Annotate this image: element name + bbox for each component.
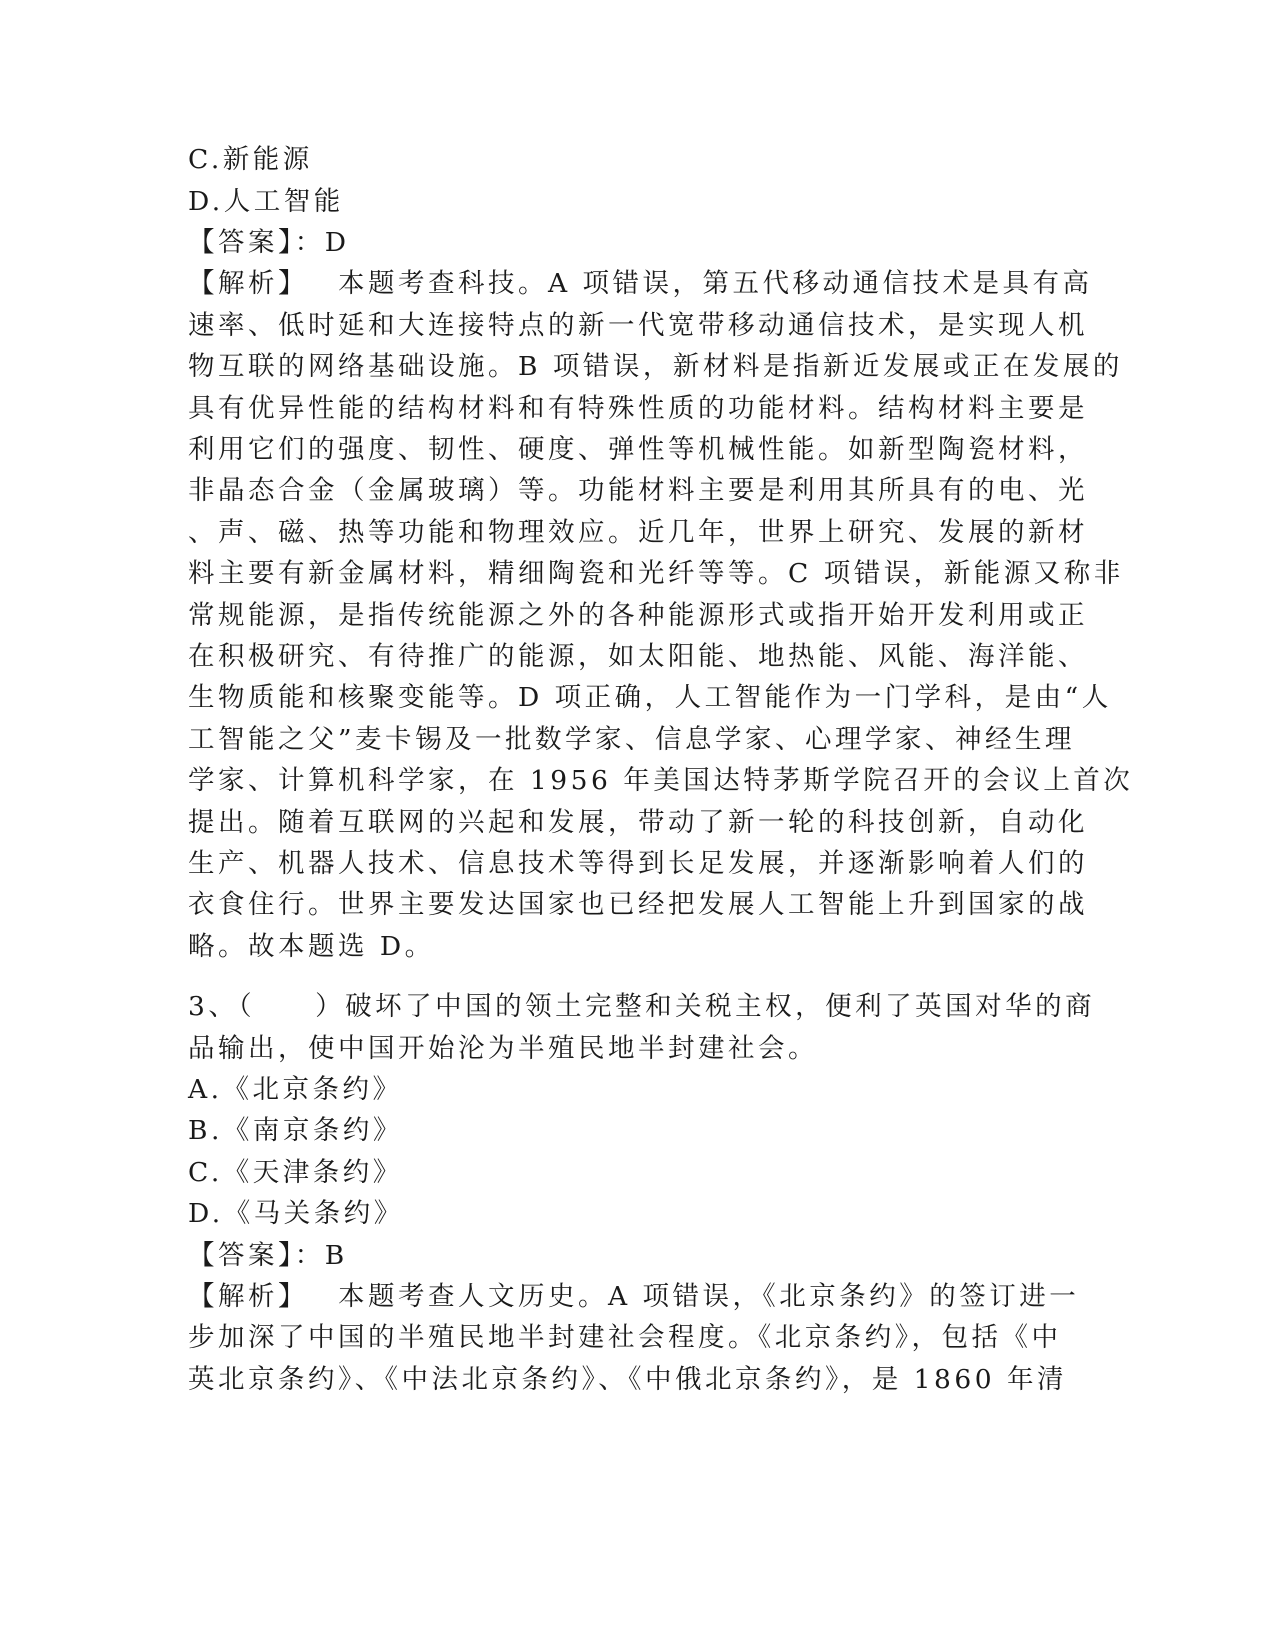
q3-stem-line: 3、（ ）破坏了中国的领土完整和关税主权，便利了英国对华的商	[188, 991, 1096, 1022]
q3-option-a: A.《北京条约》	[188, 1074, 403, 1105]
q3-stem-line: 品输出，使中国开始沦为半殖民地半封建社会。	[188, 1033, 818, 1064]
answer-value: ：B	[294, 1240, 348, 1271]
analysis-line: 略。故本题选 D。	[188, 931, 435, 962]
analysis-line: 具有优异性能的结构材料和有特殊性质的功能材料。结构材料主要是	[188, 393, 1088, 424]
analysis-line: 在积极研究、有待推广的能源，如太阳能、地热能、风能、海洋能、	[188, 641, 1088, 672]
q2-option-d: D.人工智能	[188, 186, 344, 217]
analysis-line: 生物质能和核聚变能等。D 项正确，人工智能作为一门学科，是由“人	[188, 682, 1112, 713]
q3-analysis-first-line	[188, 1279, 1079, 1315]
analysis-line: 工智能之父”麦卡锡及一批数学家、信息学家、心理学家、神经生理	[188, 724, 1076, 755]
analysis-line: 生产、机器人技术、信息技术等得到长足发展，并逐渐影响着人们的	[188, 848, 1088, 879]
answer-value: ：D	[294, 227, 350, 258]
q3-option-b: B.《南京条约》	[188, 1115, 403, 1146]
q2-option-c: C.新能源	[188, 144, 313, 175]
analysis-line: 速率、低时延和大连接特点的新一代宽带移动通信技术，是实现人机	[188, 310, 1088, 341]
analysis-line: 学家、计算机科学家，在 1956 年美国达特茅斯学院召开的会议上首次	[188, 765, 1134, 796]
analysis-label: 【解析】	[188, 1281, 308, 1312]
analysis-line: 常规能源，是指传统能源之外的各种能源形式或指开始开发利用或正	[188, 600, 1088, 631]
analysis-line: 英北京条约》、《中法北京条约》、《中俄北京条约》，是 1860 年清	[188, 1364, 1068, 1395]
q3-option-c: C.《天津条约》	[188, 1157, 403, 1188]
analysis-line: 衣食住行。世界主要发达国家也已经把发展人工智能上升到国家的战	[188, 889, 1088, 920]
q3-answer	[188, 1238, 348, 1274]
answer-label: 【答案】	[188, 1240, 295, 1271]
analysis-line: 提出。随着互联网的兴起和发展，带动了新一轮的科技创新，自动化	[188, 807, 1088, 838]
analysis-line: 料主要有新金属材料，精细陶瓷和光纤等等。C 项错误，新能源又称非	[188, 558, 1124, 589]
analysis-line: 物互联的网络基础设施。B 项错误，新材料是指新近发展或正在发展的	[188, 351, 1123, 382]
q2-answer	[188, 225, 350, 261]
q3-option-d: D.《马关条约》	[188, 1198, 404, 1229]
q2-analysis-first-line	[188, 266, 1093, 302]
answer-label: 【答案】	[188, 227, 295, 258]
analysis-line: 非晶态合金（金属玻璃）等。功能材料主要是利用其所具有的电、光	[188, 475, 1088, 506]
analysis-line: 利用它们的强度、韧性、硬度、弹性等机械性能。如新型陶瓷材料，	[188, 434, 1088, 465]
analysis-label: 【解析】	[188, 268, 308, 299]
analysis-line: 、声、磁、热等功能和物理效应。近几年，世界上研究、发展的新材	[188, 517, 1088, 548]
analysis-text: 本题考查科技。A 项错误，第五代移动通信技术是具有高	[338, 268, 1093, 299]
analysis-text: 本题考查人文历史。A 项错误，《北京条约》的签订进一	[338, 1281, 1080, 1312]
analysis-line: 步加深了中国的半殖民地半封建社会程度。《北京条约》，包括《中	[188, 1322, 1062, 1353]
